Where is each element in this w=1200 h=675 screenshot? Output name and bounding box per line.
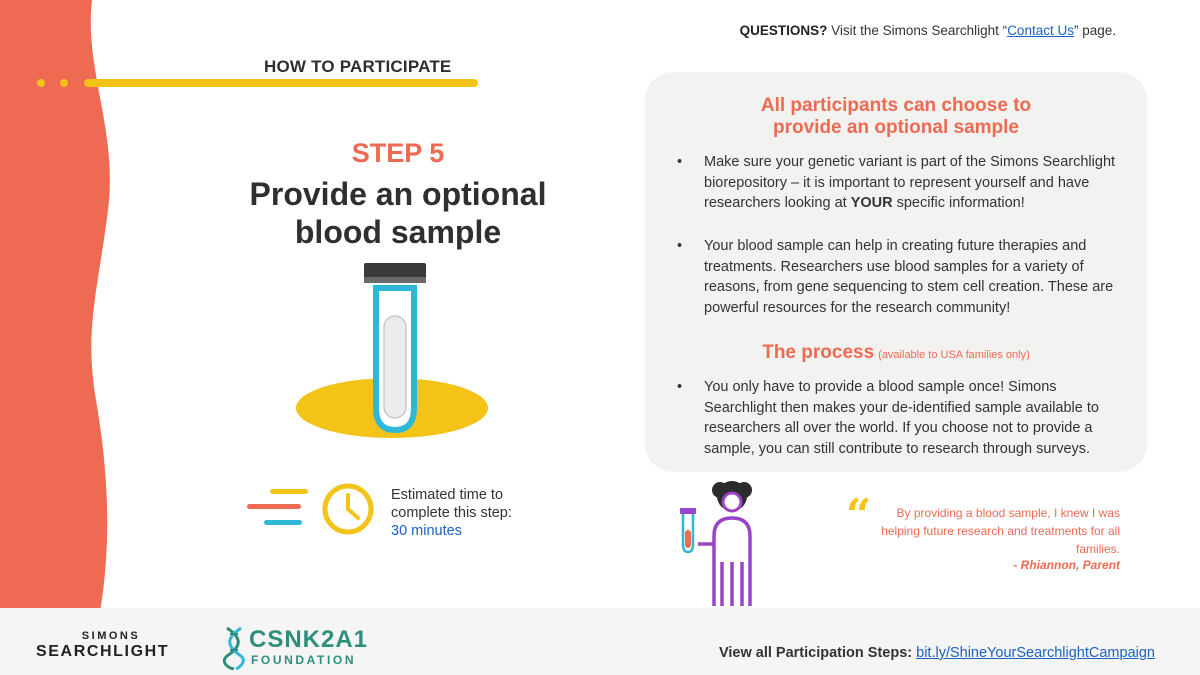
bullet-item <box>677 377 1122 459</box>
quote-text: By providing a blood sample, I knew I was helping future research and treatments for all families. <box>881 506 1120 556</box>
process-note: (available to USA families only) <box>878 349 1030 361</box>
simons-searchlight-logo <box>36 630 186 661</box>
bullet-text: You only have to provide a blood sample once! Simons Searchlight then makes your de-identified sample available to researchers all over the world. If you choose not to provide a sample, you can still contribute to research through surveys. <box>704 379 1099 457</box>
participation-steps <box>719 645 1155 661</box>
card-heading-line2: provide an optional sample <box>773 117 1019 138</box>
csnk-logo-name: CSNK2A1 <box>249 626 369 653</box>
section-label: HOW TO PARTICIPATE <box>264 57 452 76</box>
quote-mark-icon: “ <box>846 490 872 541</box>
process-heading <box>645 342 1147 364</box>
step-number: STEP 5 <box>351 138 445 168</box>
step-title-line1: Provide an optional <box>249 176 547 212</box>
clock-icon <box>244 482 386 542</box>
time-estimate <box>244 482 584 542</box>
time-estimate-text <box>391 486 512 540</box>
csnk-logo-sub: FOUNDATION <box>251 653 357 667</box>
bullet-text: Your blood sample can help in creating future therapies and treatments. Researchers use blood samples for a variety of reasons, from gene sequencing to stem cell creation. These are powerful resources for the research community! <box>704 238 1114 316</box>
time-value: 30 minutes <box>391 523 462 539</box>
process-title: The process <box>762 342 875 363</box>
bullet-marker: • <box>677 154 683 170</box>
bullet-marker: • <box>677 379 683 395</box>
contact-us-link[interactable]: Contact Us <box>1007 23 1074 38</box>
header-rule <box>36 78 478 88</box>
questions-text-before: Visit the Simons Searchlight “ <box>827 23 1008 38</box>
left-decorative-band <box>0 0 120 612</box>
simons-logo-bottom: SEARCHLIGHT <box>36 643 170 660</box>
dna-icon <box>222 626 246 670</box>
time-line1: Estimated time to <box>391 487 504 503</box>
bullet-marker: • <box>677 238 683 254</box>
participation-label: View all Participation Steps: <box>718 645 913 661</box>
bullet1-bold: YOUR <box>850 195 893 211</box>
questions-label: QUESTIONS? <box>739 23 828 38</box>
questions-text-after: ” page. <box>1073 23 1116 38</box>
bullet-item <box>677 236 1122 318</box>
bullet-item <box>677 152 1122 214</box>
bullet1-text-before: Make sure your genetic variant is part of the Simons Searchlight biorepository – it is important to represent yourself and have researchers looking at <box>704 154 1116 211</box>
card-heading-line1: All participants can choose to <box>760 95 1032 116</box>
footer <box>0 608 1200 675</box>
card-heading <box>645 95 1147 139</box>
blood-tube-icon <box>296 260 496 440</box>
participation-link[interactable]: bit.ly/ShineYourSearchlightCampaign <box>916 645 1155 661</box>
bullet1-text-after: specific information! <box>892 195 1025 211</box>
person-with-tube-icon <box>676 478 776 608</box>
questions-line <box>740 23 1116 38</box>
csnk2a1-foundation-logo <box>222 626 372 670</box>
bullet-text <box>704 152 1122 214</box>
quote-author: - Rhiannon, Parent <box>1013 558 1120 572</box>
step-title-line2: blood sample <box>294 214 502 250</box>
info-card <box>645 72 1147 472</box>
step-title <box>200 175 596 251</box>
time-line2: complete this step: <box>391 505 512 521</box>
simons-logo-top: SIMONS <box>81 630 141 642</box>
